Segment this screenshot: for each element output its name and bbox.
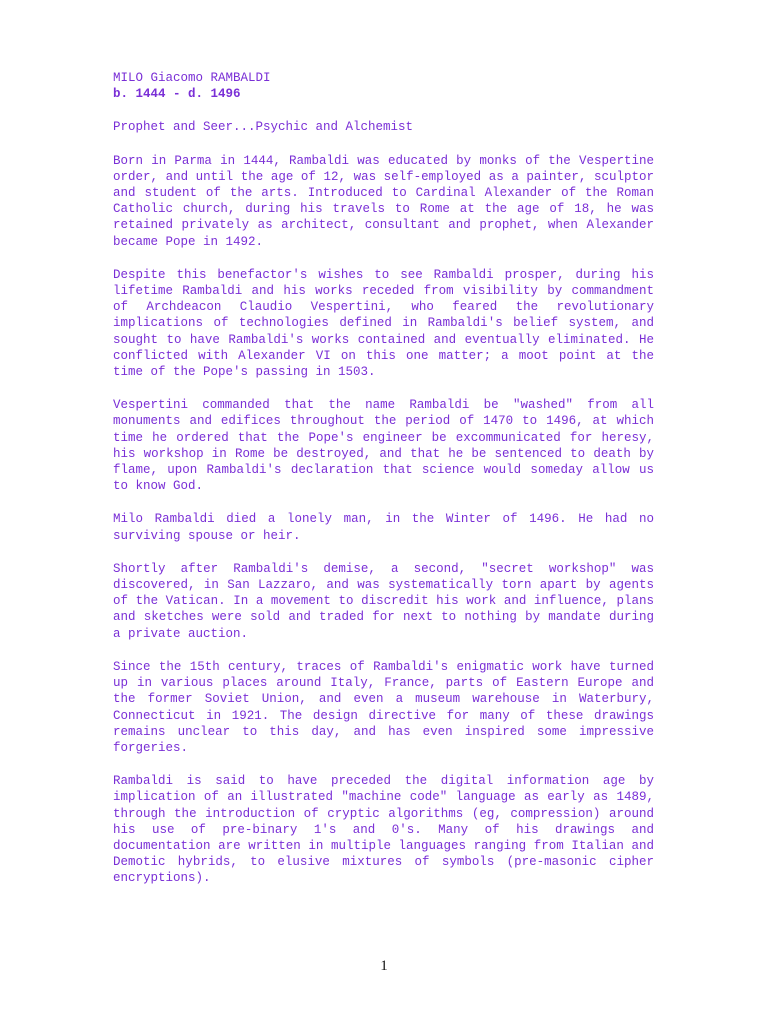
document-subtitle: Prophet and Seer...Psychic and Alchemist [113, 120, 414, 135]
document-body [113, 70, 654, 904]
paragraph-secret-workshop: Shortly after Rambaldi's demise, a second, "secret workshop" was discovered, in San Lazzaro, and was systematically torn apart by agents of the Vatican. In a movement to discredit his work and influence, plans and sketches were sold and traded for next to nothing by mandate during a private auction. [113, 561, 654, 641]
paragraph-benefactor: Despite this benefactor's wishes to see Rambaldi prosper, during his lifetime Rambaldi and his works receded from visibility by commandment of Archdeacon Claudio Vespertini, who feared the revolutionary implications of technologies defined in Rambaldi's belief system, and sought to have Rambaldi's works contained and eventually eliminated. He conflicted with Alexander VI on this one matter; a moot point at the time of the Pope's passing in 1503. [113, 267, 654, 380]
paragraph-traces: Since the 15th century, traces of Rambaldi's enigmatic work have turned up in various places around Italy, France, parts of Eastern Europe and the former Soviet Union, and even a museum warehouse in Waterbury, Connecticut in 1921. The design directive for many of these drawings remains unclear to this day, and has even inspired some impressive forgeries. [113, 659, 654, 755]
paragraph-machine-code: Rambaldi is said to have preceded the digital information age by implication of an illustrated "machine code" language as early as 1489, through the introduction of cryptic algorithms (eg, compression) around his use of pre-binary 1's and 0's. Many of his drawings and documentation are written in multiple languages ranging from Italian and Demotic hybrids, to elusive mixtures of symbols (pre-masonic cipher encryptions). [113, 774, 654, 886]
paragraph-vespertini: Vespertini commanded that the name Rambaldi be "washed" from all monuments and edifices throughout the period of 1470 to 1496, at which time he ordered that the Pope's engineer be excommunicated for heresy, his workshop in Rome be destroyed, and that he be sentenced to death by flame, upon Rambaldi's declaration that science would someday allow us to know God. [113, 398, 654, 494]
page-number: 1 [380, 958, 388, 974]
subject-name: MILO Giacomo RAMBALDI [113, 71, 271, 85]
paragraph-death: Milo Rambaldi died a lonely man, in the Winter of 1496. He had no surviving spouse or heir. [113, 512, 654, 543]
subject-dates: b. 1444 - d. 1496 [113, 87, 241, 102]
paragraph-birth: Born in Parma in 1444, Rambaldi was educated by monks of the Vespertine order, and until the age of 12, was self-employed as a painter, sculptor and student of the arts. Introduced to Cardinal Alexander of the Roman Catholic church, during his travels to Rome at the age of 18, he was retained privately as architect, consultant and prophet, when Alexander became Pope in 1492. [113, 153, 654, 249]
